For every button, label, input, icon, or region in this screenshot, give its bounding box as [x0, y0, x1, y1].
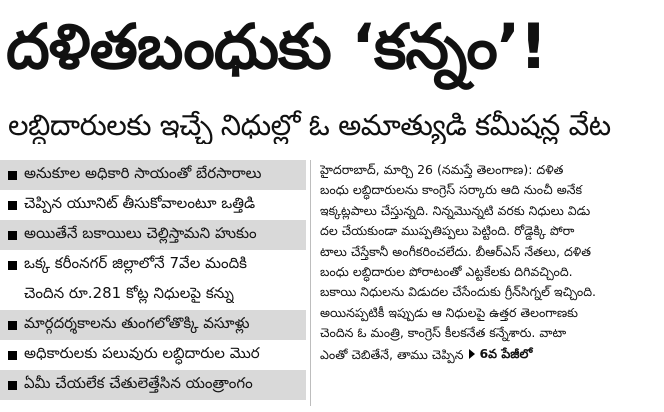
body-line: అయినప్పటికీ ఇప్పుడు ఆ నిధులపై ఉత్తర తెలంగాణకు	[320, 304, 578, 320]
highlight-text: అధికారులకు పలువురు లబ్ధిదారుల మొర	[24, 344, 260, 362]
highlights-list	[0, 160, 306, 400]
body-line: ఇక్కట్లపాలు చేస్తున్నది. నిన్నమొన్నటి వరకు నిధులు విడు	[320, 202, 591, 218]
highlight-text: చెప్పిన యూనిట్‌ తీసుకోవాలంటూ ఒత్తిడి	[24, 194, 256, 212]
highlight-item	[0, 220, 306, 250]
highlight-item	[0, 160, 306, 190]
bullet-square-icon	[8, 381, 17, 390]
bullet-square-icon	[8, 171, 17, 180]
body-line-text: ఎంతో చెబితేనే, తాము చెప్పిన	[320, 346, 464, 362]
highlight-item	[0, 340, 306, 370]
body-line: బంధు లబ్ధిదారులను కాంగ్రెస్‌ సర్కారు ఆది నుంచీ అనేక	[320, 182, 582, 198]
body-line: టాలు చేస్తేకానీ అంగీకరించలేదు. బీఆర్‌ఎస్‌ నేతలు, దళిత	[320, 243, 591, 259]
highlight-text: చెందిన రూ.281 కోట్ల నిధులపై కన్ను	[24, 284, 234, 302]
bullet-square-icon	[8, 321, 17, 330]
highlight-item	[0, 370, 306, 400]
highlight-item	[0, 310, 306, 340]
highlight-text: అనుకూల అధికారి సాయంతో బేరసారాలు	[24, 164, 262, 182]
body-line: దల చేయకుండా ముప్పతిప్పలు పెట్టింది. రోడ్డెక్కి పోరా	[320, 223, 575, 239]
bullet-square-icon	[8, 261, 17, 270]
body-line: బంధు లబ్ధిదారుల పోరాటంతో ఎట్టకేలకు దిగివచ్చింది.	[320, 264, 573, 280]
bullet-square-icon	[8, 231, 17, 240]
body-line: హైదరాబాద్‌, మార్చి 26 (నమస్తే తెలంగాణ): దళిత	[320, 162, 564, 177]
article-body	[320, 160, 658, 406]
bullet-square-icon	[8, 351, 17, 360]
triangle-right-icon	[469, 349, 475, 359]
highlight-item	[0, 250, 306, 280]
highlight-text: ఏమీ చేయలేక చేతులెత్తేసిన యంత్రాంగం	[24, 374, 253, 392]
continuation-marker[interactable]	[469, 344, 532, 364]
highlight-item	[0, 190, 306, 220]
bullet-square-icon	[8, 201, 17, 210]
subheadline: లబ్ధిదారులకు ఇచ్చే నిధుల్లో ఓ అమాత్యుడి కమీషన్ల వేట	[8, 108, 611, 142]
body-line: బకాయి నిధులను విడుదల చేసేందుకు గ్రీన్‌సిగ్నల్‌ ఇచ్చింది.	[320, 284, 596, 300]
highlight-text: ఒక్క కరీంనగర్‌ జిల్లాలోనే 7వేల మందికి	[24, 254, 247, 272]
highlight-text: మార్గదర్శకాలను తుంగలోతొక్కి వసూళ్లు	[24, 314, 250, 332]
column-divider	[310, 160, 311, 406]
body-line: చెందిన ఓ మంత్రి, కాంగ్రెస్‌ కీలకనేత కన్నేశారు. వాటా	[320, 325, 567, 341]
continuation-label: 6వ పేజీలో	[479, 345, 533, 361]
headline: దళితబంధుకు ‘కన్నం’!	[6, 10, 547, 83]
highlight-item-continued	[0, 280, 306, 310]
highlight-text: అయితేనే బకాయిలు చెల్లిస్తామని హుకుం	[24, 224, 257, 242]
body-line-last	[320, 344, 658, 366]
